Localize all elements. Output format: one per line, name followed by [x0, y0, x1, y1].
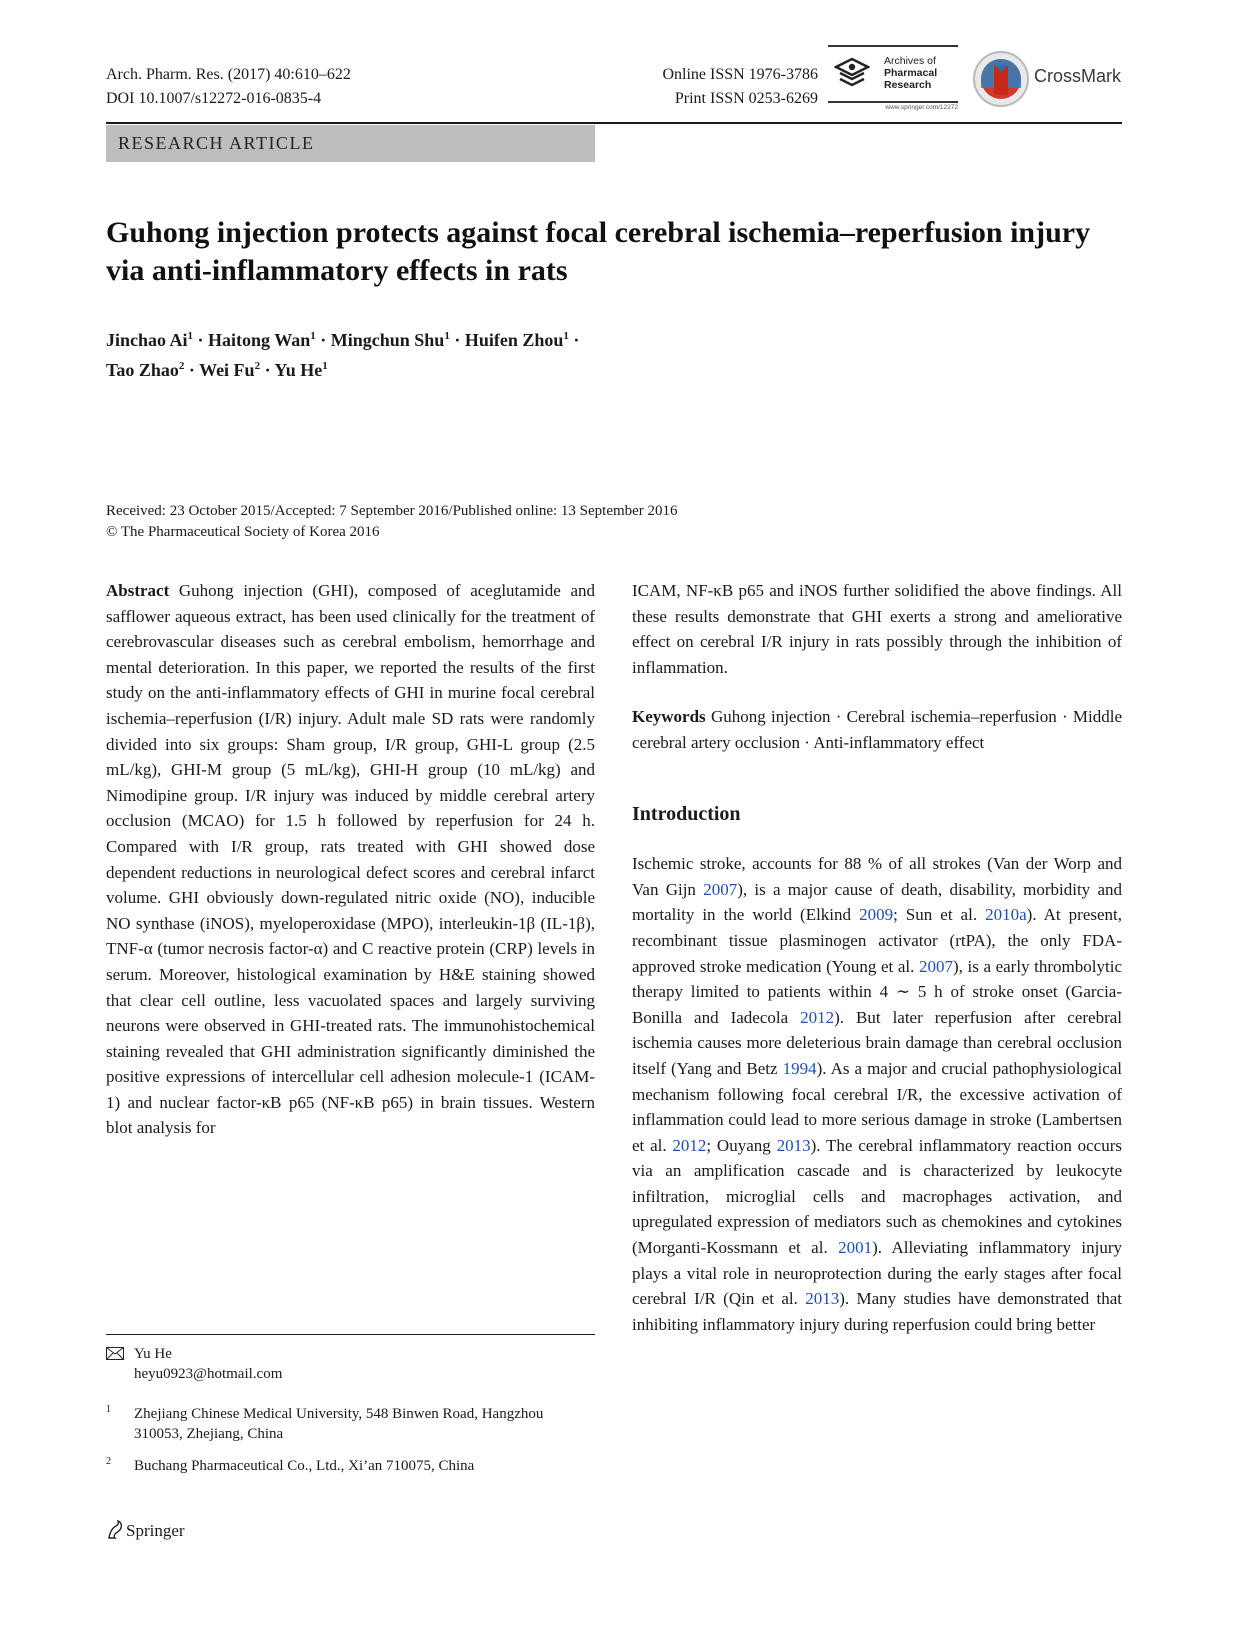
- envelope-icon: [106, 1347, 124, 1360]
- citation-link[interactable]: 2010a: [985, 905, 1027, 925]
- introduction-segment: ). Alleviating inflammatory injury plays a vital role in neuroprotection during the early stages after focal cerebral I/R (Qin et al.: [632, 1238, 1122, 1309]
- introduction-segment: ). But later reperfusion after cerebral ischemia causes more deleterious brain damage than cerebral occlusion itself (Yang and Betz: [632, 1007, 1122, 1078]
- journal-logo-icon: [834, 57, 870, 89]
- doi[interactable]: DOI 10.1007/s12272-016-0835-4: [106, 90, 322, 107]
- affiliation-number: 1: [106, 1404, 111, 1415]
- journal-logo-line1: Archives of: [884, 55, 936, 67]
- print-issn: Print ISSN 0253-6269: [674, 90, 818, 107]
- introduction-segment: ). Many studies have demonstrated that inhibiting inflammatory injury during reperfusion could bring better: [632, 1289, 1122, 1334]
- author-list: [106, 323, 579, 383]
- copyright: © The Pharmaceutical Society of Korea 2016: [106, 524, 380, 540]
- journal-logo-line2: Pharmacal: [884, 67, 938, 79]
- publisher-name: Springer: [126, 1521, 185, 1540]
- citation-link[interactable]: 2007: [703, 879, 738, 899]
- citation-link[interactable]: 2007: [918, 956, 953, 976]
- citation-link[interactable]: 2001: [838, 1238, 873, 1258]
- received-date: Received: 23 October 2015: [106, 503, 271, 519]
- article-title: Guhong injection protects against focal cerebral ischemia–reperfusion injury via anti-inflammatory effects in rats: [106, 216, 1091, 287]
- journal-citation-block: [106, 63, 351, 111]
- corresponding-author: [106, 1344, 282, 1384]
- author-name[interactable]: Haitong Wan: [208, 330, 311, 350]
- issn-block: [636, 63, 818, 111]
- crossmark-badge[interactable]: [972, 48, 1122, 110]
- introduction-segment: ), is a early thrombolytic therapy limited to patients within 4 ∼ 5 h of stroke onset (Garcia-Bonilla and Iadecola: [632, 956, 1122, 1027]
- author-affiliation-mark: 1: [310, 330, 316, 342]
- citation-link[interactable]: 2013: [776, 1135, 811, 1155]
- affiliation-text: Zhejiang Chinese Medical University, 548 Binwen Road, Hangzhou 310053, Zhejiang, China: [134, 1406, 544, 1442]
- author-affiliation-mark: 1: [322, 360, 328, 372]
- journal-url[interactable]: www.springer.com/12272: [828, 101, 958, 111]
- online-issn: Online ISSN 1976-3786: [662, 66, 818, 83]
- author-separator: ·: [449, 330, 465, 350]
- abstract-label: Abstract: [106, 581, 170, 600]
- author-affiliation-mark: 1: [444, 330, 450, 342]
- author-separator: ·: [184, 360, 200, 380]
- corresponding-name: Yu He: [134, 1346, 172, 1362]
- affiliation-text: Buchang Pharmaceutical Co., Ltd., Xi’an 710075, China: [134, 1458, 475, 1474]
- article-type-banner: [106, 125, 595, 162]
- introduction-text: [632, 851, 1122, 1337]
- author-affiliation-mark: 1: [187, 330, 194, 342]
- affiliation-number: 2: [106, 1456, 111, 1467]
- header-rule: [106, 122, 1122, 124]
- introduction-segment: ; Ouyang: [706, 1135, 777, 1155]
- citation-link[interactable]: 2013: [805, 1289, 840, 1309]
- author-separator: ·: [568, 330, 580, 350]
- keywords-text: Guhong injection · Cerebral ischemia–reperfusion · Middle cerebral artery occlusion · Anti-inflammatory effect: [632, 707, 1123, 752]
- citation-link[interactable]: 2009: [859, 905, 894, 925]
- article-type: RESEARCH ARTICLE: [118, 133, 315, 153]
- citation-link[interactable]: 2012: [800, 1007, 835, 1027]
- author-affiliation-mark: 1: [563, 330, 569, 342]
- author-separator: ·: [315, 330, 331, 350]
- author-affiliation-mark: 2: [178, 360, 185, 372]
- crossmark-label: CrossMark: [1034, 66, 1122, 86]
- publisher-logo: [106, 1519, 185, 1543]
- introduction-segment: ). At present, recombinant tissue plasminogen activator (rtPA), the only FDA-approved stroke medication (Young et al.: [632, 905, 1123, 976]
- author-name[interactable]: Mingchun Shu: [330, 330, 445, 350]
- journal-logo-line3: Research: [884, 79, 932, 91]
- abstract-text: Guhong injection (GHI), composed of aceglutamide and safflower aqueous extract, has been used clinically for the treatment of cerebrovascular diseases such as cerebral embolism, hemorrhage and mental deterioration. In this paper, we reported the results of the first study on the anti-inflammatory effects of GHI in murine focal cerebral ischemia–reperfusion (I/R) injury. Adult male SD rats were randomly divided into six groups: Sham group, I/R group, GHI-L group (2.5 mL/kg), GHI-M group (5 mL/kg), GHI-H group (10 mL/kg) and Nimodipine group. I/R injury was induced by middle cerebral artery occlusion (MCAO) for 1.5 h followed by reperfusion for 24 h. Compared with I/R group, rats treated with GHI showed dose dependent reductions in neurological defect scores and cerebral infarct volume. GHI obviously down-regulated nitric oxide (NO), inducible NO synthase (iNOS), myeloperoxidase (MPO), interleukin-1β (IL-1β), TNF-α (tumor necrosis factor-α) and C reactive protein (CRP) levels in serum. Moreover, histological examination by H&E staining showed that clear cell outline, less vacuolated spaces and largely surviving neurons were observed in GHI-treated rats. The immunohistochemical staining revealed that GHI administration significantly diminished the positive expressions of intercellular cell adhesion molecule-1 (ICAM-1) and nuclear factor-κB p65 (NF-κB p65) in brain tissues. Western blot analysis for: [106, 581, 595, 1138]
- journal-logo: [828, 45, 958, 115]
- author-name[interactable]: Jinchao Ai: [106, 330, 188, 350]
- introduction-segment: ). As a major and crucial pathophysiological mechanism following focal cerebral I/R, the excessive activation of inflammation could lead to more serious damage in stroke (Lambertsen et al.: [632, 1058, 1122, 1155]
- author-name[interactable]: Tao Zhao: [106, 360, 179, 380]
- author-name[interactable]: Wei Fu: [199, 360, 255, 380]
- author-separator: ·: [193, 330, 209, 350]
- accepted-date: Accepted: 7 September 2016: [274, 503, 449, 519]
- author-separator: ·: [260, 360, 275, 380]
- introduction-segment: ), is a major cause of death, disability, morbidity and mortality in the world (Elkind: [632, 879, 1122, 925]
- author-affiliation-mark: 2: [254, 360, 261, 372]
- introduction-segment: ; Sun et al.: [893, 905, 986, 925]
- right-column: [632, 578, 1122, 1337]
- crossmark-icon: [972, 48, 1030, 110]
- springer-horse-icon: [106, 1520, 124, 1540]
- corresponding-email[interactable]: heyu0923@hotmail.com: [134, 1366, 283, 1382]
- footnote-rule: [106, 1334, 595, 1335]
- author-name[interactable]: Yu He: [274, 360, 323, 380]
- citation-link[interactable]: 1994: [782, 1058, 817, 1078]
- abstract: [106, 578, 595, 1141]
- article-dates: Received: 23 October 2015/Accepted: 7 September 2016/Published online: 13 September 2016 © The Pharmaceutical Society of Korea 2016: [106, 501, 678, 543]
- abstract-continuation: ICAM, NF-κB p65 and iNOS further solidified the above findings. All these results demonstrate that GHI exerts a strong and ameliorative effect on cerebral I/R injury in rats possibly through the inhibition of inflammation.: [632, 581, 1122, 677]
- introduction-segment: ). The cerebral inflammatory reaction occurs via an amplification cascade and is characterized by leukocyte infiltration, microglial cells and macrophages activation, and upregulated expression of mediators such as chemokines and cytokines (Morganti-Kossmann et al.: [632, 1135, 1123, 1258]
- journal-citation: Arch. Pharm. Res. (2017) 40:610–622: [106, 66, 351, 83]
- author-name[interactable]: Huifen Zhou: [464, 330, 564, 350]
- introduction-heading: Introduction: [632, 802, 741, 825]
- citation-link[interactable]: 2012: [672, 1135, 707, 1155]
- keywords-label: Keywords: [632, 707, 706, 727]
- introduction-segment: Ischemic stroke, accounts for 88 % of all strokes (Van der Worp and Van Gijn: [632, 854, 1122, 899]
- published-date: Published online: 13 September 2016: [452, 503, 678, 519]
